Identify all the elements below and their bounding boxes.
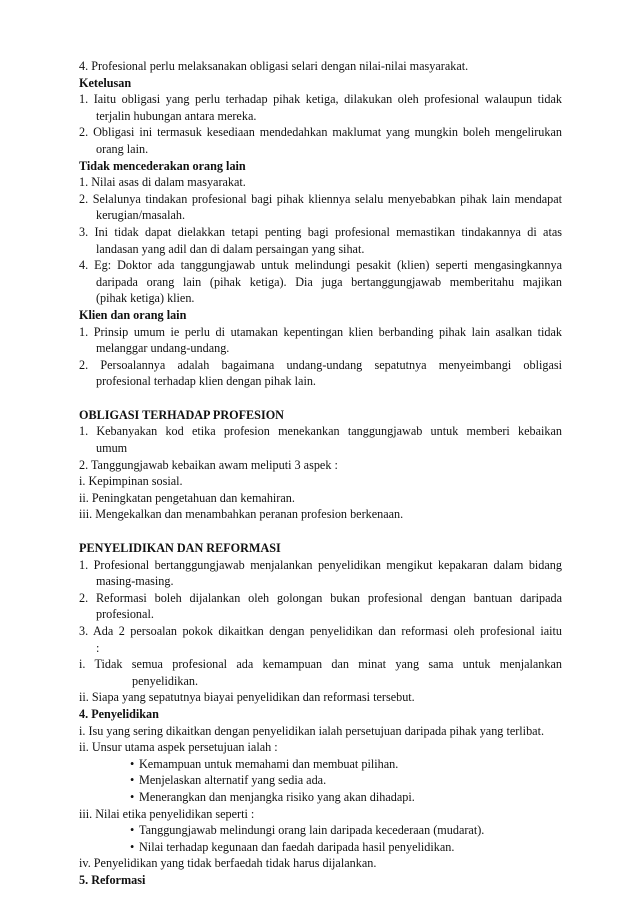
bullet-item bbox=[79, 822, 562, 839]
bullet-icon: • bbox=[130, 789, 135, 804]
obligasi-iii: iii. Mengekalkan dan menambahkan peranan profesion berkenaan. bbox=[79, 507, 404, 522]
section-gap bbox=[79, 523, 562, 540]
penyelidikan-3: 3. Ada 2 persoalan pokok dikaitkan dengan penyelidikan dan reformasi oleh profesional iaitu bbox=[79, 624, 562, 638]
penyelidikan-isu: i. Isu yang sering dikaitkan dengan penyelidikan ialah persetujuan daripada pihak yang terlibat. bbox=[79, 723, 545, 738]
bullet-icon: • bbox=[130, 839, 135, 854]
ketelusan-1-cont: terjalin hubungan antara mereka. bbox=[96, 108, 257, 123]
penyelidikan-iv: iv. Penyelidikan yang tidak berfaedah tidak harus dijalankan. bbox=[79, 856, 377, 871]
klien-1: 1. Prinsip umum ie perlu di utamakan kepentingan klien berbanding pihak lain asalkan tidak bbox=[79, 324, 562, 339]
klien-2: 2. Persoalannya adalah bagaimana undang-undang sepatutnya menyeimbangi obligasi bbox=[79, 357, 562, 372]
heading-penyelidikan-reformasi: PENYELIDIKAN DAN REFORMASI bbox=[79, 541, 281, 556]
penyelidikan-i-cont: penyelidikan. bbox=[132, 673, 198, 688]
bullet-item bbox=[79, 756, 562, 773]
penyelidikan-2: 2. Reformasi boleh dijalankan oleh golongan bukan profesional dengan bantuan daripada bbox=[79, 590, 562, 605]
penyelidikan-1: 1. Profesional bertanggungjawab menjalankan penyelidikan mengikut kepakaran dalam bidang bbox=[79, 557, 562, 572]
ketelusan-1: 1. Iaitu obligasi yang perlu terhadap pihak ketiga, dilakukan oleh profesional walaupun tidak bbox=[79, 92, 562, 107]
penyelidikan-nilai-etika: iii. Nilai etika penyelidikan seperti : bbox=[79, 806, 255, 821]
heading-klien: Klien dan orang lain bbox=[79, 307, 187, 322]
bullet-text: Nilai terhadap kegunaan dan faedah daripada hasil penyelidikan. bbox=[139, 839, 455, 854]
klien-1-cont: melanggar undang-undang. bbox=[96, 341, 230, 356]
heading-4-penyelidikan: 4. Penyelidikan bbox=[79, 706, 159, 721]
penyelidikan-1-cont: masing-masing. bbox=[96, 574, 174, 589]
tidak-3: 3. Ini tidak dapat dielakkan tetapi penting bagi profesional memastikan tindakannya di atas bbox=[79, 224, 562, 239]
bullet-text: Tanggungjawab melindungi orang lain daripada kecederaan (mudarat). bbox=[139, 823, 485, 838]
obligasi-2: 2. Tanggungjawab kebaikan awam meliputi 3 aspek : bbox=[79, 457, 338, 472]
tidak-3-cont: landasan yang adil dan di dalam persaingan yang sihat. bbox=[96, 241, 365, 256]
heading-5-reformasi: 5. Reformasi bbox=[79, 872, 146, 887]
tidak-2-cont: kerugian/masalah. bbox=[96, 208, 186, 223]
ketelusan-2-cont: orang lain. bbox=[96, 141, 149, 156]
penyelidikan-i: i. Tidak semua profesional ada kemampuan dan minat yang sama untuk menjalankan bbox=[79, 657, 562, 672]
penyelidikan-ii: ii. Siapa yang sepatutnya biayai penyelidikan dan reformasi tersebut. bbox=[79, 690, 415, 705]
penyelidikan-unsur: ii. Unsur utama aspek persetujuan ialah : bbox=[79, 740, 278, 755]
tidak-1: 1. Nilai asas di dalam masyarakat. bbox=[79, 175, 246, 190]
heading-obligasi-profesion: OBLIGASI TERHADAP PROFESION bbox=[79, 407, 284, 422]
penyelidikan-3-cont: : bbox=[96, 640, 100, 655]
penyelidikan-2-cont: profesional. bbox=[96, 607, 154, 622]
obligasi-ii: ii. Peningkatan pengetahuan dan kemahiran. bbox=[79, 490, 295, 505]
klien-2-cont: profesional terhadap klien dengan pihak lain. bbox=[96, 374, 316, 389]
heading-ketelusan: Ketelusan bbox=[79, 75, 132, 90]
point-4-profesional: 4. Profesional perlu melaksanakan obligasi selari dengan nilai-nilai masyarakat. bbox=[79, 59, 469, 73]
tidak-4-cont2: (pihak ketiga) klien. bbox=[96, 291, 195, 306]
bullet-item bbox=[79, 839, 562, 856]
bullet-item bbox=[79, 772, 562, 789]
ketelusan-2: 2. Obligasi ini termasuk kesediaan mendedahkan maklumat yang mungkin boleh mengelirukan bbox=[79, 125, 562, 140]
bullet-item bbox=[79, 789, 562, 806]
bullet-text: Kemampuan untuk memahami dan membuat pilihan. bbox=[139, 756, 399, 771]
heading-tidak-mencederakan: Tidak mencederakan orang lain bbox=[79, 158, 246, 173]
obligasi-1: 1. Kebanyakan kod etika profesion menekankan tanggungjawab untuk memberi kebaikan bbox=[79, 424, 562, 439]
bullet-icon: • bbox=[130, 773, 135, 788]
obligasi-1-cont: umum bbox=[96, 441, 128, 456]
bullet-icon: • bbox=[130, 823, 135, 838]
tidak-4: 4. Eg: Doktor ada tanggungjawab untuk melindungi pesakit (klien) seperti mengasingkannya bbox=[79, 258, 562, 273]
document-page bbox=[79, 58, 562, 889]
tidak-2: 2. Selalunya tindakan profesional bagi pihak kliennya selalu menyebabkan pihak lain mendapat bbox=[79, 191, 562, 206]
bullet-text: Menjelaskan alternatif yang sedia ada. bbox=[139, 773, 327, 788]
bullet-icon: • bbox=[130, 756, 135, 771]
bullet-text: Menerangkan dan menjangka risiko yang akan dihadapi. bbox=[139, 789, 415, 804]
tidak-4-cont: daripada orang lain (pihak ketiga). Dia juga bertanggungjawab memberitahu majikan bbox=[96, 274, 562, 289]
obligasi-i: i. Kepimpinan sosial. bbox=[79, 474, 183, 489]
section-gap bbox=[79, 390, 562, 407]
